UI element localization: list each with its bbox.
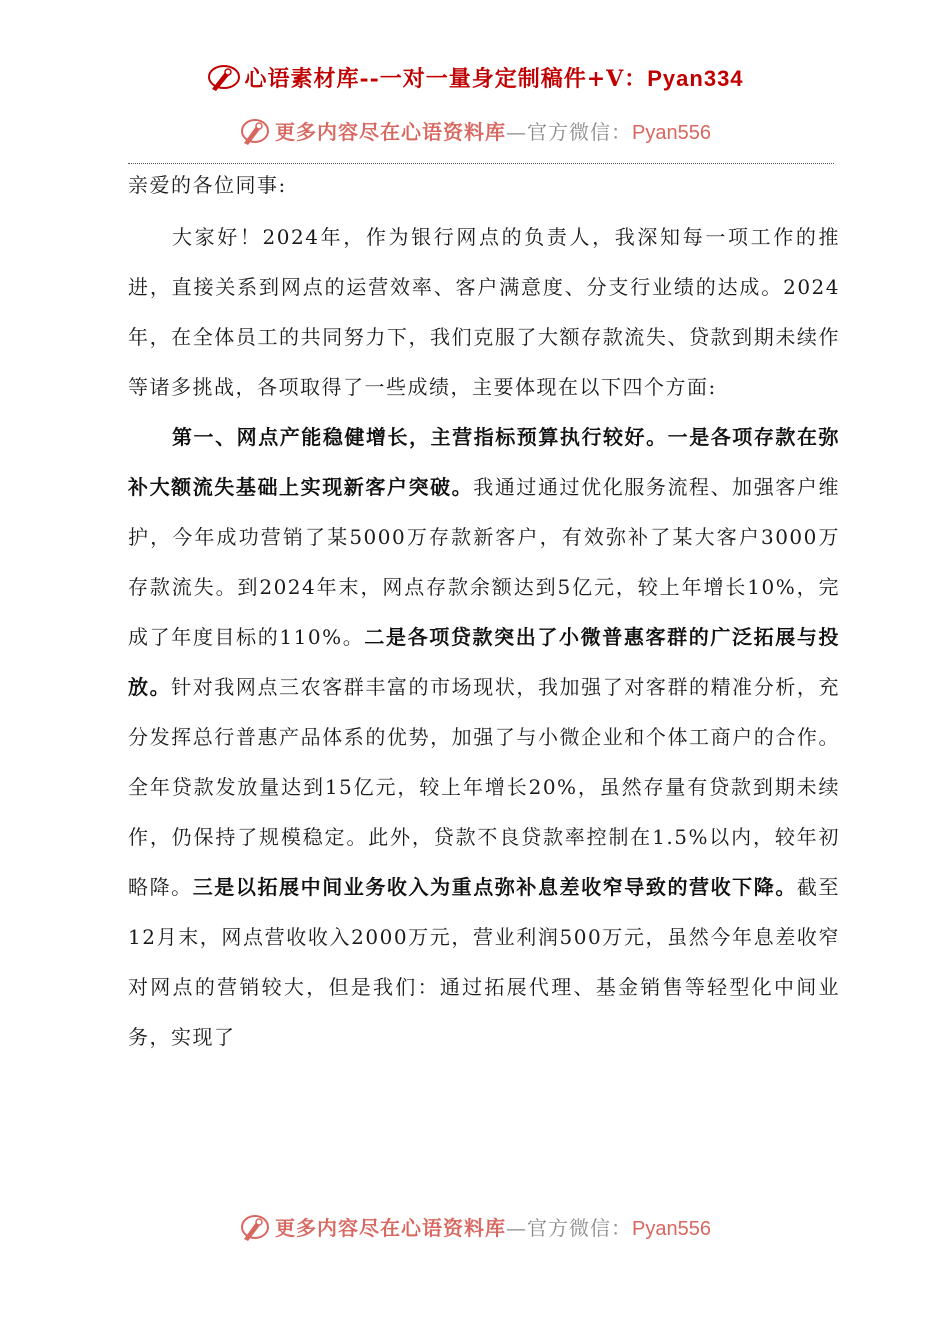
slogan: 一对一量身定制稿件 — [379, 66, 587, 92]
footer-banner-label: —官方微信： — [506, 1216, 633, 1240]
top-banner-text: 更多内容尽在心语资料库 — [275, 120, 507, 144]
greeting: 亲爱的各位同事: — [128, 173, 287, 197]
document-body — [128, 160, 840, 1062]
wechat-id: Pyan334 — [647, 66, 744, 91]
top-banner — [0, 116, 950, 151]
plus-v: +V： — [586, 66, 648, 92]
text-1: 我通过通过优化服务流程、加强客户维护，今年成功营销了某5000万存款新客户，有效弥补了某大客户3000万存款流失。到2024年末，网点存款余额达到5亿元，较上年增长10%，完成了年度目标的110%。 — [128, 475, 840, 649]
pen-logo-icon — [239, 116, 271, 151]
text-2: 针对我网点三农客群丰富的市场现状，我加强了对客群的精准分析，充分发挥总行普惠产品体系的优势，加强了与小微企业和个体工商户的合作。全年贷款发放量达到15亿元，较上年增长20%，虽然存量有贷款到期未续作，仍保持了规模稳定。此外，贷款不良贷款率控制在1.5%以内，较年初略降。 — [128, 675, 840, 899]
footer-banner-text: 更多内容尽在心语资料库 — [275, 1216, 507, 1240]
bold-heading-3: 三是以拓展中间业务收入为重点弥补息差收窄导致的营收下降。 — [192, 875, 797, 899]
bold-heading-2: 二是各项贷款突出了小微普惠客群的广泛拓展与投放。 — [128, 625, 840, 699]
footer-banner-id: Pyan556 — [632, 1218, 711, 1240]
text-3: 截至12月末，网点营收收入2000万元，营业利润500万元，虽然今年息差收窄对网点的营销较大，但是我们：通过拓展代理、基金销售等轻型化中间业务，实现了 — [128, 875, 840, 1049]
top-banner-label: —官方微信： — [506, 120, 633, 144]
pen-logo-icon — [206, 62, 242, 98]
bold-heading-1: 第一、网点产能稳健增长，主营指标预算执行较好。一是各项存款在弥补大额流失基础上实现新客户突破。 — [128, 425, 840, 499]
footer-banner — [0, 1212, 950, 1247]
top-banner-id: Pyan556 — [632, 122, 711, 144]
pen-logo-icon — [239, 1212, 271, 1247]
paragraph-first — [128, 412, 840, 1062]
header-title — [0, 62, 950, 98]
brand-dash: -- — [359, 66, 380, 92]
brand-name: 心语素材库 — [244, 66, 360, 92]
paragraph-intro: 大家好！2024年，作为银行网点的负责人，我深知每一项工作的推进，直接关系到网点的运营效率、客户满意度、分支行业绩的达成。2024年，在全体员工的共同努力下，我们克服了大额存款流失、贷款到期未续作等诸多挑战，各项取得了一些成绩，主要体现在以下四个方面: — [128, 225, 840, 399]
